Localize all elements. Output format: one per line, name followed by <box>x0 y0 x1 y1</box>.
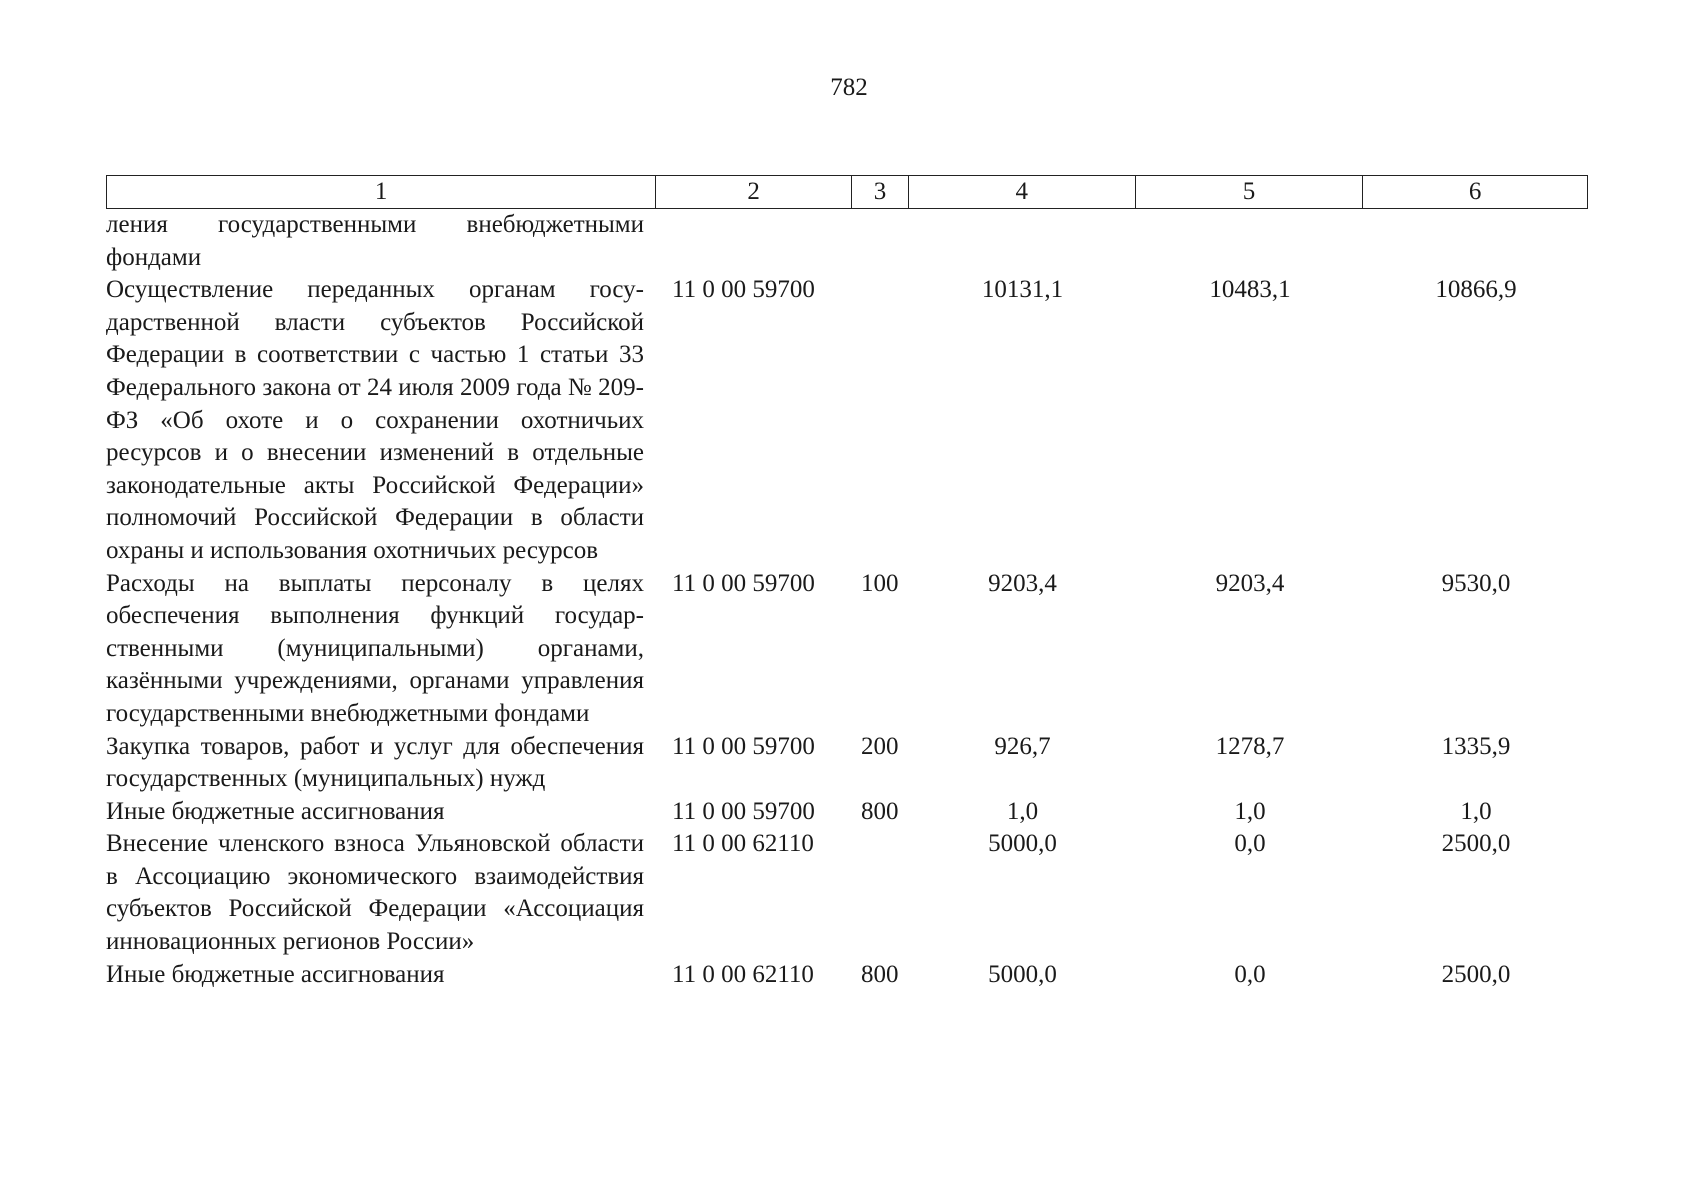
row-expense-type: 200 <box>861 732 899 760</box>
row-code: 11 0 00 62110 <box>672 960 814 988</box>
table-row <box>106 731 1588 796</box>
table-row <box>106 568 1588 731</box>
table-row <box>106 796 1588 829</box>
header-cell-5: 5 <box>1136 176 1364 208</box>
header-cell-6: 6 <box>1468 178 1482 205</box>
header-cell-2: 2 <box>656 176 852 208</box>
row-value-col5: 1,0 <box>1234 797 1266 825</box>
row-description: Иные бюджетные ассигнования <box>106 797 445 825</box>
page-number: 782 <box>830 74 868 101</box>
row-value-col6: 1,0 <box>1460 797 1492 825</box>
table-row <box>106 828 1588 958</box>
row-code: 11 0 00 59700 <box>672 797 815 825</box>
row-value-col6 <box>1364 209 1588 274</box>
row-code <box>656 209 852 274</box>
row-expense-type: 100 <box>861 569 899 597</box>
row-value-col6: 10866,9 <box>1435 276 1517 304</box>
table-row <box>106 274 1588 567</box>
row-value-col6: 9530,0 <box>1441 569 1511 597</box>
row-value-col5: 0,0 <box>1234 960 1266 988</box>
row-expense-type <box>852 274 909 567</box>
row-value-col5: 0,0 <box>1234 830 1266 858</box>
row-code: 11 0 00 59700 <box>672 276 815 304</box>
row-code: 11 0 00 59700 <box>672 569 815 597</box>
row-description: Иные бюджетные ассигнования <box>106 960 445 988</box>
budget-table <box>106 175 1588 991</box>
row-value-col4: 5000,0 <box>988 830 1057 858</box>
row-value-col5: 1278,7 <box>1215 732 1285 760</box>
table-row <box>106 959 1588 992</box>
row-code: 11 0 00 59700 <box>672 732 815 760</box>
row-description: Закупка товаров, работ и услуг для обеспечения государственных (муниципальных) нужд <box>106 732 644 793</box>
table-header-row <box>106 175 1588 209</box>
row-expense-type <box>852 209 909 274</box>
row-expense-type <box>852 828 909 958</box>
row-value-col4: 5000,0 <box>988 960 1057 988</box>
row-description: ления государственными внебюджетными фондами <box>106 211 644 271</box>
row-value-col6: 1335,9 <box>1441 732 1511 760</box>
row-value-col4 <box>909 209 1136 274</box>
header-cell-3: 3 <box>852 176 909 208</box>
header-cell-1: 1 <box>107 176 656 208</box>
row-value-col6: 2500,0 <box>1441 960 1511 988</box>
row-value-col4: 9203,4 <box>988 569 1057 597</box>
row-value-col5 <box>1136 209 1364 274</box>
header-cell-4: 4 <box>909 176 1136 208</box>
row-value-col4: 10131,1 <box>981 276 1064 304</box>
row-expense-type: 800 <box>861 797 899 825</box>
row-value-col5: 9203,4 <box>1215 569 1285 597</box>
row-description: Осуществление переданных органам государственной власти субъектов Российской Федерации в соответствии с частью 1 статьи 33 Федерального закона от 24 июля 2009 года № 209-ФЗ «Об охоте и о сохранении охотничьих ресурсов и о внесении изменений в отдельные законодательные акты Российской Федерации» полномочий Российской Федерации в области охраны и использования охотничьих ресурсов <box>106 276 644 564</box>
row-description: Расходы на выплаты персоналу в целях обеспечения выполнения функций государственными (муниципальными) органами, казёнными учреждениями, органами управления государственными внебюджетными фондами <box>106 569 644 727</box>
table-row <box>106 209 1588 274</box>
row-code: 11 0 00 62110 <box>672 830 814 858</box>
row-value-col5: 10483,1 <box>1209 276 1291 304</box>
row-value-col4: 1,0 <box>1006 797 1039 825</box>
row-expense-type: 800 <box>861 960 899 988</box>
row-value-col4: 926,7 <box>994 732 1051 760</box>
row-value-col6: 2500,0 <box>1441 830 1511 858</box>
row-description: Внесение членского взноса Ульяновской области в Ассоциацию экономического взаимодействия субъектов Российской Федерации «Ассоциация инновационных регионов России» <box>106 830 644 956</box>
